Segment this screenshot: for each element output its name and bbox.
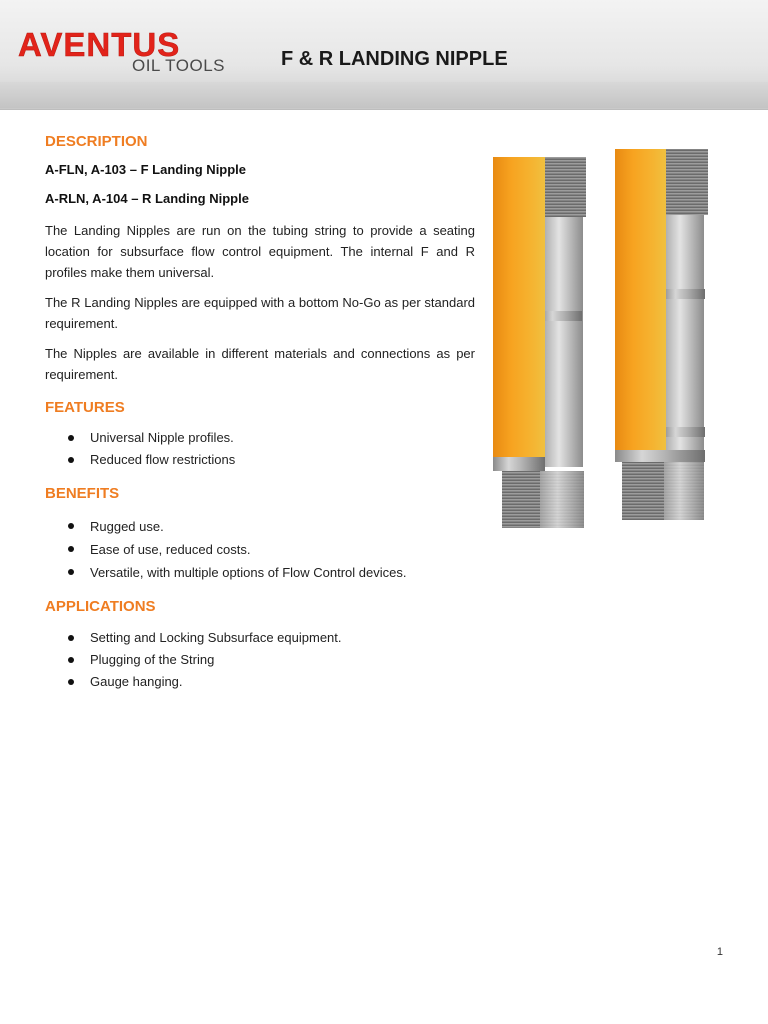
- list-item: Reduced flow restrictions: [45, 449, 475, 471]
- header-band: [0, 82, 768, 108]
- list-item: Plugging of the String: [45, 649, 475, 671]
- landing-nipple-illustration: [488, 145, 728, 540]
- list-item: Gauge hanging.: [45, 671, 475, 693]
- logo-subtitle: OIL TOOLS: [131, 56, 225, 75]
- description-paragraph: The Nipples are available in different materials and connections as per requirement.: [45, 346, 475, 382]
- description-paragraph: The Landing Nipples are run on the tubing string to provide a seating location for subsurface flow control equipment. The internal F and R profiles make them universal.: [45, 223, 475, 280]
- model-line-r: A-RLN, A-104 – R Landing Nipple: [45, 191, 249, 206]
- f-nipple-icon: [493, 157, 586, 528]
- list-item: Rugged use.: [45, 515, 475, 538]
- benefits-heading: BENEFITS: [45, 485, 120, 502]
- list-item: Ease of use, reduced costs.: [45, 538, 475, 561]
- features-heading: FEATURES: [45, 399, 125, 416]
- description-heading: DESCRIPTION: [45, 133, 148, 150]
- list-item: Universal Nipple profiles.: [45, 427, 475, 449]
- benefits-list: [45, 515, 475, 584]
- page-title: F & R LANDING NIPPLE: [281, 48, 508, 70]
- logo-wordmark: AVENTUS: [18, 26, 181, 63]
- model-line-f: A-FLN, A-103 – F Landing Nipple: [45, 162, 247, 177]
- features-list: [45, 427, 475, 471]
- company-logo: [18, 28, 233, 80]
- applications-heading: APPLICATIONS: [45, 598, 156, 615]
- page-number: 1: [716, 946, 723, 958]
- list-item: Setting and Locking Subsurface equipment.: [45, 627, 475, 649]
- main-content: [45, 133, 475, 707]
- page-header: [0, 0, 768, 110]
- r-nipple-icon: [615, 149, 708, 520]
- applications-list: [45, 627, 475, 693]
- description-paragraph: The R Landing Nipples are equipped with a bottom No-Go as per standard requirement.: [45, 295, 475, 331]
- list-item: Versatile, with multiple options of Flow Control devices.: [45, 561, 475, 584]
